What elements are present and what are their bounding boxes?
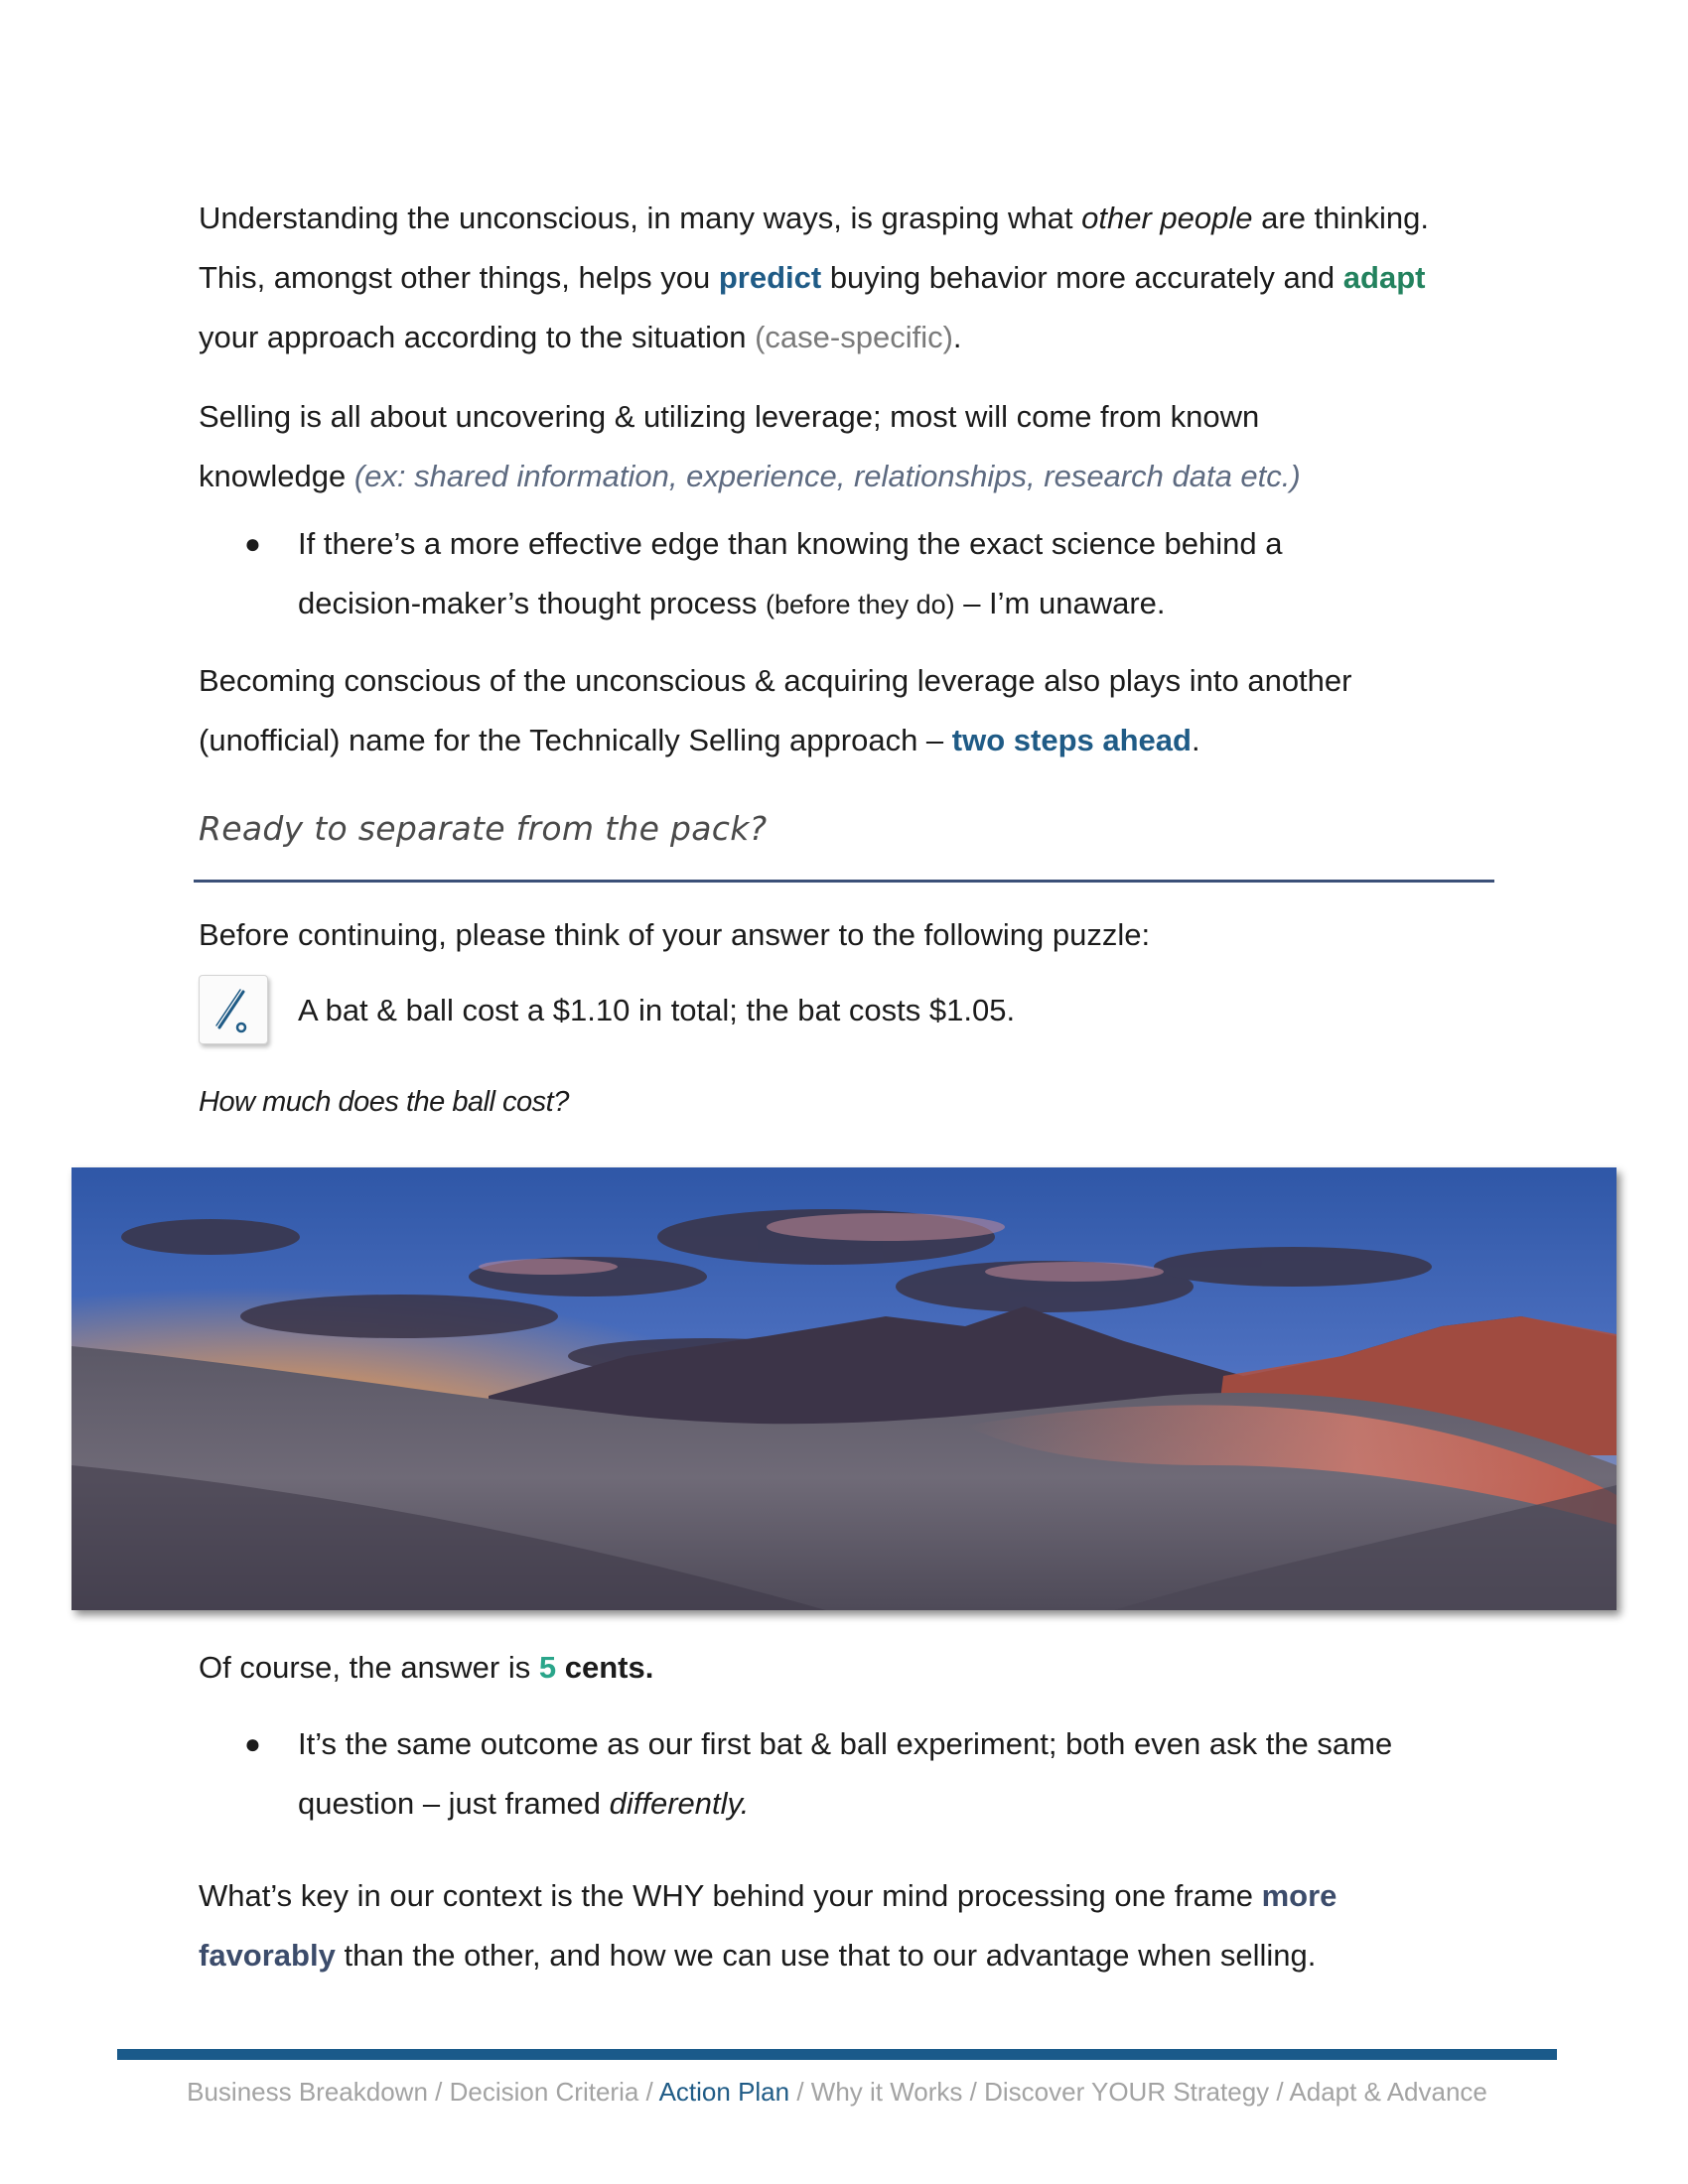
keyword-adapt: adapt xyxy=(1342,260,1426,295)
keyword-more: more xyxy=(1261,1878,1337,1913)
text-span: Becoming conscious of the unconscious & acquiring leverage also plays into another xyxy=(199,663,1352,698)
footer-link-adapt-advance[interactable]: Adapt & Advance xyxy=(1289,2077,1487,2107)
case-specific-note: (case-specific) xyxy=(755,320,953,354)
desert-landscape-image xyxy=(71,1167,1617,1610)
example-note: (ex: shared information, experience, relationships, research data etc.) xyxy=(353,459,1301,493)
answer-number: 5 xyxy=(538,1650,557,1685)
text-span: . xyxy=(1191,723,1200,757)
footer-link-business-breakdown[interactable]: Business Breakdown xyxy=(187,2077,428,2107)
text-span: are thinking. xyxy=(1252,201,1430,235)
text-span: decision-maker’s thought process xyxy=(298,586,766,620)
breadcrumb-separator: / xyxy=(427,2077,450,2107)
breadcrumb-separator: / xyxy=(789,2077,811,2107)
italic-span: differently. xyxy=(609,1786,750,1821)
footer-link-why-it-works[interactable]: Why it Works xyxy=(810,2077,963,2107)
paragraph-two-steps xyxy=(199,651,1499,770)
text-span: Understanding the unconscious, in many ways, is grasping what xyxy=(199,201,1082,235)
footer-divider xyxy=(117,2049,1557,2060)
text-span: Selling is all about uncovering & utilizing leverage; most will come from known xyxy=(199,399,1260,434)
text-span: question – just framed xyxy=(298,1786,610,1821)
paragraph-unconscious xyxy=(199,189,1499,367)
keyword-predict: predict xyxy=(718,260,822,295)
footer-link-action-plan[interactable]: Action Plan xyxy=(658,2077,790,2107)
answer-paragraph xyxy=(199,1638,1499,1698)
bullet-text xyxy=(298,514,1489,634)
text-span: your approach according to the situation xyxy=(199,320,756,354)
text-span: buying behavior more accurately and xyxy=(821,260,1343,295)
text-span: It’s the same outcome as our first bat & ball experiment; both even ask the same xyxy=(298,1726,1393,1761)
breadcrumb-separator: / xyxy=(638,2077,659,2107)
keyword-two-steps-ahead: two steps ahead xyxy=(951,723,1192,757)
text-span: Of course, the answer is xyxy=(199,1650,539,1685)
footer-breadcrumb xyxy=(117,2077,1557,2108)
section-heading: Ready to separate from the pack? xyxy=(199,809,768,848)
text-span: knowledge xyxy=(199,459,354,493)
bullet-icon: ● xyxy=(244,1728,261,1759)
pen-icon xyxy=(199,975,268,1044)
text-span: If there’s a more effective edge than knowing the exact science behind a xyxy=(298,526,1283,561)
keyword-favorably: favorably xyxy=(199,1938,336,1973)
italic-span: other people xyxy=(1081,201,1253,235)
bullet-text xyxy=(298,1714,1489,1834)
paragraph-leverage xyxy=(199,387,1499,506)
footer-link-decision-criteria[interactable]: Decision Criteria xyxy=(449,2077,639,2107)
text-span: This, amongst other things, helps you xyxy=(199,260,719,295)
answer-unit: cents. xyxy=(556,1650,654,1685)
puzzle-intro: Before continuing, please think of your answer to the following puzzle: xyxy=(199,917,1151,952)
small-note: (before they do) xyxy=(765,590,955,619)
breadcrumb-separator: / xyxy=(962,2077,985,2107)
breadcrumb-separator: / xyxy=(1269,2077,1290,2107)
heading-divider xyxy=(194,880,1494,883)
footer-link-discover-your-strategy[interactable]: Discover YOUR Strategy xyxy=(984,2077,1270,2107)
bullet-icon: ● xyxy=(244,528,261,559)
puzzle-question: How much does the ball cost? xyxy=(199,1086,569,1118)
text-span: What’s key in our context is the WHY behind your mind processing one frame xyxy=(199,1878,1262,1913)
puzzle-statement: A bat & ball cost a $1.10 in total; the bat costs $1.05. xyxy=(298,993,1016,1027)
text-span: (unofficial) name for the Technically Selling approach – xyxy=(199,723,952,757)
text-span: – I’m unaware. xyxy=(954,586,1166,620)
text-span: than the other, and how we can use that to our advantage when selling. xyxy=(335,1938,1317,1973)
paragraph-key-context xyxy=(199,1866,1499,1985)
text-span: . xyxy=(952,320,962,354)
